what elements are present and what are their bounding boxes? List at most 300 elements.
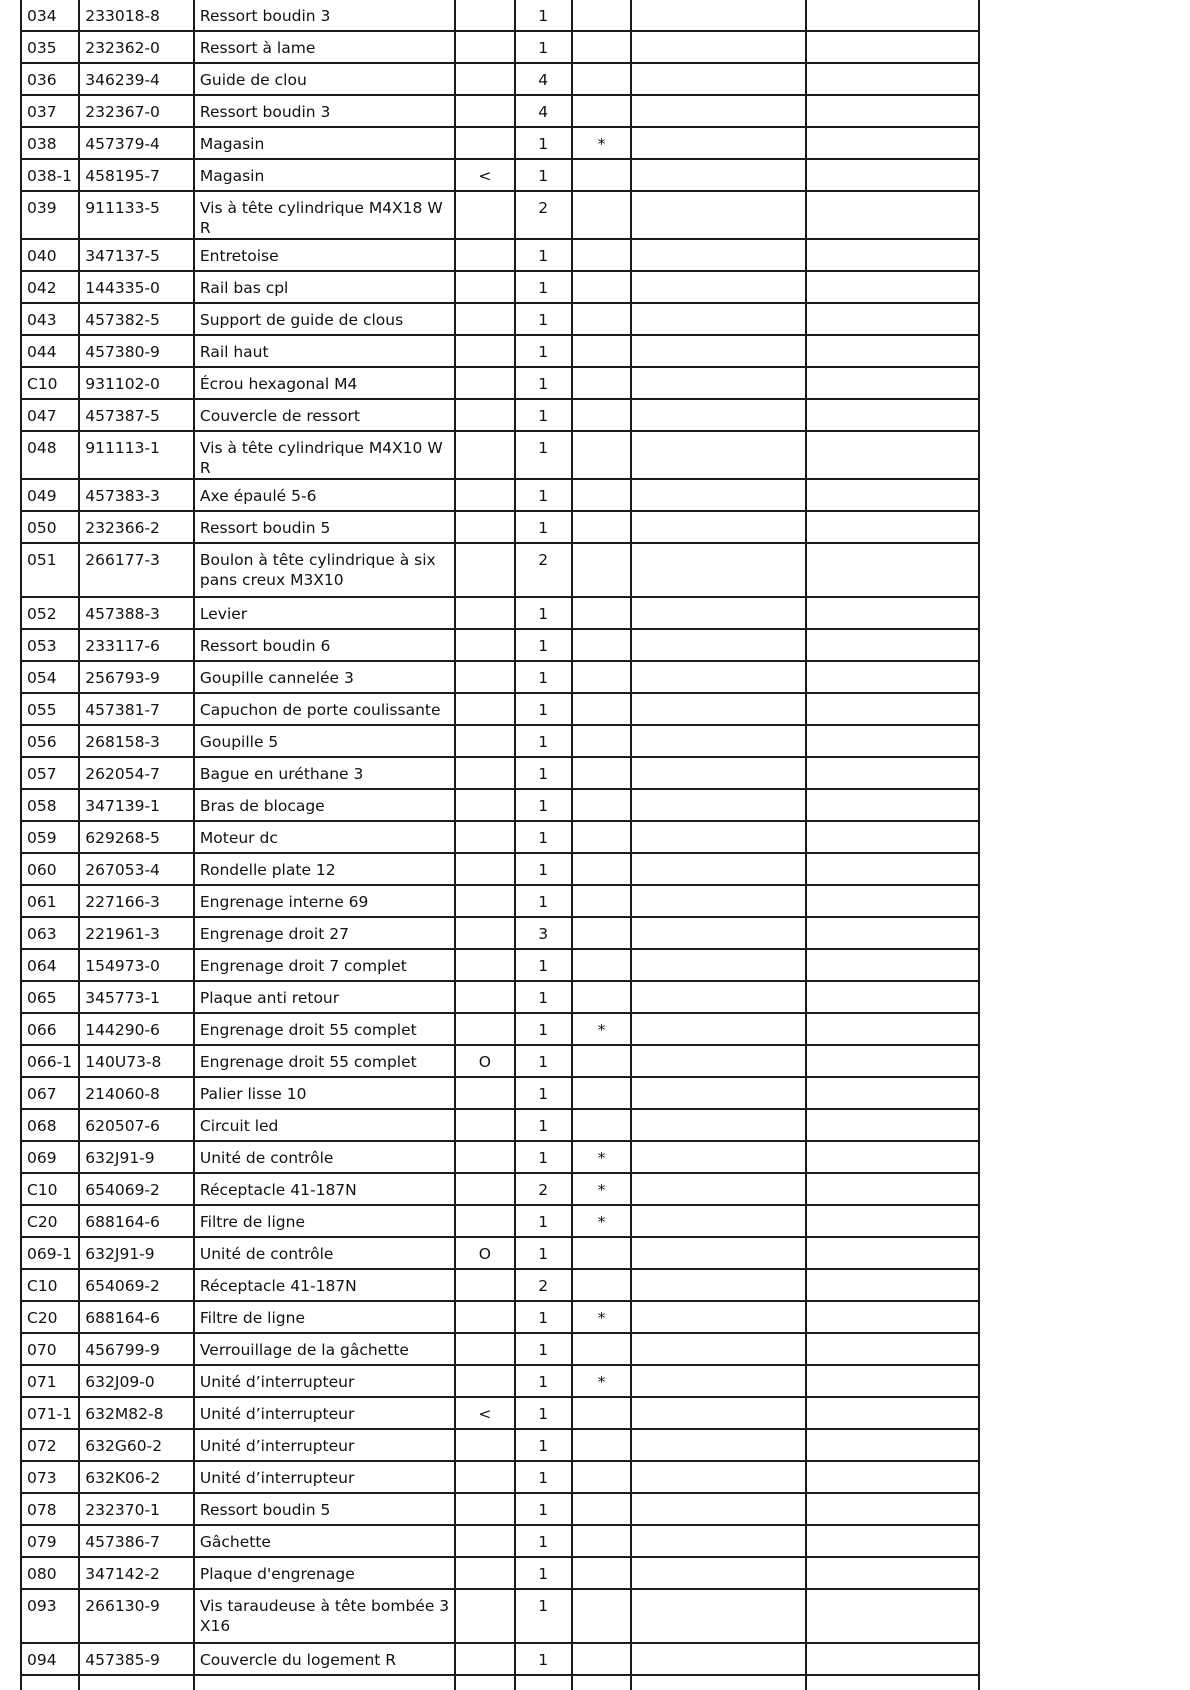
quantity-cell: 1 (515, 1205, 572, 1237)
table-row (21, 127, 979, 159)
item-number-cell: 059 (21, 821, 79, 853)
note-mark-cell (572, 1269, 631, 1301)
part-description-cell: Vis à tête cylindrique M4X18 WR (194, 191, 455, 239)
quantity-cell: 1 (515, 1429, 572, 1461)
extra-cell (806, 789, 979, 821)
remarks-cell (631, 159, 806, 191)
remarks-cell (631, 543, 806, 597)
change-flag-cell (455, 335, 514, 367)
item-number-cell: 037 (21, 95, 79, 127)
table-row (21, 1493, 979, 1525)
change-flag-cell (455, 981, 514, 1013)
part-reference-cell: 632M82-8 (79, 1397, 194, 1429)
change-flag-cell (455, 31, 514, 63)
part-description-cell: Ressort boudin 5 (194, 511, 455, 543)
item-number-cell: 072 (21, 1429, 79, 1461)
note-mark-cell (572, 693, 631, 725)
note-mark-cell (572, 63, 631, 95)
extra-cell (806, 191, 979, 239)
extra-cell (806, 1557, 979, 1589)
change-flag-cell (455, 1429, 514, 1461)
change-flag-cell (455, 917, 514, 949)
part-reference-cell: 457385-9 (79, 1643, 194, 1675)
extra-cell (806, 981, 979, 1013)
remarks-cell (631, 1461, 806, 1493)
note-mark-cell (572, 1643, 631, 1675)
note-mark-cell (572, 885, 631, 917)
quantity-cell: 1 (515, 1643, 572, 1675)
part-reference-cell: 144290-6 (79, 1013, 194, 1045)
part-description-cell: Bague en uréthane 3 (194, 757, 455, 789)
item-number-cell: 039 (21, 191, 79, 239)
extra-cell (806, 597, 979, 629)
quantity-cell: 1 (515, 597, 572, 629)
part-description-cell: Rail bas cpl (194, 271, 455, 303)
part-description-cell: Engrenage interne 69 (194, 885, 455, 917)
quantity-cell: 1 (515, 1397, 572, 1429)
note-mark-cell (572, 1589, 631, 1643)
quantity-cell: 1 (515, 1141, 572, 1173)
table-row (21, 1173, 979, 1205)
change-flag-cell (455, 1141, 514, 1173)
change-flag-cell: O (455, 1237, 514, 1269)
table-row (21, 629, 979, 661)
note-mark-cell (572, 1237, 631, 1269)
item-number-cell: 035 (21, 31, 79, 63)
part-reference-cell: 232362-0 (79, 31, 194, 63)
part-reference-cell: 347142-2 (79, 1557, 194, 1589)
part-reference-cell: 456799-9 (79, 1333, 194, 1365)
quantity-cell: 1 (515, 1013, 572, 1045)
table-row (21, 1643, 979, 1675)
table-row (21, 431, 979, 479)
part-description-cell: Unité d’interrupteur (194, 1365, 455, 1397)
extra-cell (806, 885, 979, 917)
part-description-cell: Axe épaulé 5-6 (194, 479, 455, 511)
item-number-cell: 052 (21, 597, 79, 629)
part-description-cell: Filtre de ligne (194, 1301, 455, 1333)
table-row (21, 1589, 979, 1643)
remarks-cell (631, 949, 806, 981)
part-description-cell: Verrouillage de la gâchette (194, 1333, 455, 1365)
item-number-cell: 080 (21, 1557, 79, 1589)
extra-cell (806, 1365, 979, 1397)
remarks-cell (631, 1301, 806, 1333)
table-row (21, 271, 979, 303)
extra-cell (806, 0, 979, 31)
part-reference-cell: 268158-3 (79, 725, 194, 757)
note-mark-cell: * (572, 127, 631, 159)
extra-cell (806, 543, 979, 597)
part-reference-cell: 632K06-2 (79, 1461, 194, 1493)
part-reference-cell: 214060-8 (79, 1077, 194, 1109)
note-mark-cell (572, 367, 631, 399)
item-number-cell: C20 (21, 1301, 79, 1333)
quantity-cell: 1 (515, 981, 572, 1013)
part-reference-cell: 457386-7 (79, 1525, 194, 1557)
quantity-cell: 4 (515, 95, 572, 127)
quantity-cell: 1 (515, 725, 572, 757)
extra-cell (806, 127, 979, 159)
extra-cell (806, 1589, 979, 1643)
change-flag-cell (455, 1205, 514, 1237)
item-number-cell: 042 (21, 271, 79, 303)
part-reference-cell: 457381-7 (79, 693, 194, 725)
remarks-cell (631, 1365, 806, 1397)
extra-cell (806, 1141, 979, 1173)
table-row (21, 1141, 979, 1173)
change-flag-cell (455, 1013, 514, 1045)
remarks-cell (631, 431, 806, 479)
table-row (21, 1397, 979, 1429)
part-reference-cell: 629268-5 (79, 821, 194, 853)
extra-cell (806, 821, 979, 853)
table-row (21, 853, 979, 885)
change-flag-cell: < (455, 1397, 514, 1429)
part-description-cell: Levier (194, 597, 455, 629)
table-row (21, 1557, 979, 1589)
quantity-cell: 1 (515, 789, 572, 821)
item-number-cell: 051 (21, 543, 79, 597)
quantity-cell: 1 (515, 1237, 572, 1269)
part-description-cell: Vis à tête cylindrique M4X10 WR (194, 431, 455, 479)
part-reference-cell: 458195-7 (79, 159, 194, 191)
extra-cell (806, 1301, 979, 1333)
extra-cell (806, 725, 979, 757)
remarks-cell (631, 1269, 806, 1301)
change-flag-cell (455, 95, 514, 127)
change-flag-cell (455, 0, 514, 31)
quantity-cell: 1 (515, 885, 572, 917)
extra-cell (806, 239, 979, 271)
note-mark-cell (572, 159, 631, 191)
part-description-cell: Ressort boudin 3 (194, 0, 455, 31)
part-reference-cell: 140U73-8 (79, 1045, 194, 1077)
quantity-cell: 1 (515, 1589, 572, 1643)
note-mark-cell (572, 479, 631, 511)
extra-cell (806, 95, 979, 127)
part-description-cell: Ressort boudin 5 (194, 1493, 455, 1525)
note-mark-cell (572, 661, 631, 693)
item-number-cell: 071 (21, 1365, 79, 1397)
table-row (21, 1237, 979, 1269)
note-mark-cell (572, 1493, 631, 1525)
note-mark-cell (572, 31, 631, 63)
remarks-cell (631, 1397, 806, 1429)
item-number-cell: C10 (21, 367, 79, 399)
quantity-cell: 1 (515, 511, 572, 543)
change-flag-cell (455, 1365, 514, 1397)
remarks-cell (631, 1013, 806, 1045)
part-description-cell: Rail haut (194, 335, 455, 367)
part-reference-cell: 911133-5 (79, 191, 194, 239)
part-reference-cell: 266177-3 (79, 543, 194, 597)
note-mark-cell (572, 821, 631, 853)
part-description-cell: Ressort à lame (194, 31, 455, 63)
table-row (21, 661, 979, 693)
item-number-cell: 058 (21, 789, 79, 821)
change-flag-cell (455, 853, 514, 885)
note-mark-cell: * (572, 1013, 631, 1045)
change-flag-cell (455, 949, 514, 981)
change-flag-cell: < (455, 159, 514, 191)
change-flag-cell (455, 1109, 514, 1141)
change-flag-cell (455, 597, 514, 629)
extra-cell (806, 1269, 979, 1301)
part-reference-cell: 688164-6 (79, 1205, 194, 1237)
quantity-cell: 1 (515, 303, 572, 335)
item-number-cell: 043 (21, 303, 79, 335)
item-number-cell: 078 (21, 1493, 79, 1525)
change-flag-cell (455, 757, 514, 789)
part-description-cell: Unité d’interrupteur (194, 1461, 455, 1493)
table-row (21, 1301, 979, 1333)
part-description-cell: Filtre de ligne (194, 1205, 455, 1237)
remarks-cell (631, 511, 806, 543)
remarks-cell (631, 335, 806, 367)
extra-cell (806, 1429, 979, 1461)
change-flag-cell (455, 661, 514, 693)
part-reference-cell: 457380-9 (79, 335, 194, 367)
part-reference-cell: 227166-3 (79, 885, 194, 917)
change-flag-cell: O (455, 1045, 514, 1077)
quantity-cell: 2 (515, 543, 572, 597)
extra-cell (806, 693, 979, 725)
quantity-cell: 1 (515, 949, 572, 981)
quantity-cell: 2 (515, 1173, 572, 1205)
part-reference-cell: 347139-1 (79, 789, 194, 821)
part-description-cell: Couvercle de ressort (194, 399, 455, 431)
table-row (21, 303, 979, 335)
part-reference-cell: 457388-3 (79, 597, 194, 629)
table-row (21, 1077, 979, 1109)
item-number-cell: 066-1 (21, 1045, 79, 1077)
table-row (21, 0, 979, 31)
extra-cell (806, 63, 979, 95)
change-flag-cell (455, 693, 514, 725)
part-description-cell: Gâchette (194, 1525, 455, 1557)
item-number-cell: 067 (21, 1077, 79, 1109)
table-row (21, 511, 979, 543)
note-mark-cell (572, 629, 631, 661)
extra-cell (806, 303, 979, 335)
part-reference-cell: 154973-0 (79, 949, 194, 981)
part-reference-cell: 620507-6 (79, 1109, 194, 1141)
item-number-cell: C10 (21, 1173, 79, 1205)
extra-cell (806, 917, 979, 949)
part-description-cell: Magasin (194, 127, 455, 159)
quantity-cell: 1 (515, 1045, 572, 1077)
quantity-cell: 1 (515, 1525, 572, 1557)
remarks-cell (631, 725, 806, 757)
item-number-cell: 068 (21, 1109, 79, 1141)
table-row (21, 159, 979, 191)
note-mark-cell: * (572, 1173, 631, 1205)
quantity-cell: 1 (515, 757, 572, 789)
remarks-cell (631, 95, 806, 127)
change-flag-cell (455, 1077, 514, 1109)
item-number-cell: 038-1 (21, 159, 79, 191)
remarks-cell (631, 1333, 806, 1365)
remarks-cell (631, 0, 806, 31)
table-row (21, 789, 979, 821)
part-reference-cell: 654069-2 (79, 1269, 194, 1301)
remarks-cell (631, 1525, 806, 1557)
remarks-cell (631, 661, 806, 693)
quantity-cell: 1 (515, 1557, 572, 1589)
quantity-cell: 1 (515, 1077, 572, 1109)
extra-cell (806, 271, 979, 303)
part-description-cell: Plaque d'engrenage (194, 1557, 455, 1589)
quantity-cell: 1 (515, 1333, 572, 1365)
remarks-cell (631, 31, 806, 63)
part-description-cell: Unité d’interrupteur (194, 1397, 455, 1429)
remarks-cell (631, 757, 806, 789)
remarks-cell (631, 1493, 806, 1525)
change-flag-cell (455, 1269, 514, 1301)
table-row (21, 31, 979, 63)
table-row (21, 725, 979, 757)
change-flag-cell (455, 1333, 514, 1365)
remarks-cell (631, 1077, 806, 1109)
quantity-cell: 1 (515, 367, 572, 399)
quantity-cell: 1 (515, 1109, 572, 1141)
part-description-cell: Ressort boudin 6 (194, 629, 455, 661)
change-flag-cell (455, 431, 514, 479)
remarks-cell (631, 271, 806, 303)
remarks-cell (631, 821, 806, 853)
remarks-cell (631, 693, 806, 725)
change-flag-cell (455, 821, 514, 853)
table-row (21, 1045, 979, 1077)
table-row (21, 757, 979, 789)
table-row (21, 1429, 979, 1461)
remarks-cell (631, 789, 806, 821)
note-mark-cell (572, 1109, 631, 1141)
table-row (21, 981, 979, 1013)
note-mark-cell (572, 725, 631, 757)
note-mark-cell: * (572, 1205, 631, 1237)
quantity-cell: 1 (515, 1461, 572, 1493)
quantity-cell: 1 (515, 0, 572, 31)
part-reference-cell: 457382-5 (79, 303, 194, 335)
note-mark-cell (572, 1525, 631, 1557)
part-reference-cell: 911113-1 (79, 431, 194, 479)
item-number-cell: 034 (21, 0, 79, 31)
part-description-cell: Palier lisse 10 (194, 1077, 455, 1109)
item-number-cell: 063 (21, 917, 79, 949)
note-mark-cell: * (572, 1365, 631, 1397)
item-number-cell: 055 (21, 693, 79, 725)
part-description-cell: Unité de contrôle (194, 1237, 455, 1269)
item-number-cell: 071-1 (21, 1397, 79, 1429)
change-flag-cell (455, 1301, 514, 1333)
note-mark-cell (572, 399, 631, 431)
part-reference-cell: 232366-2 (79, 511, 194, 543)
table-row (21, 917, 979, 949)
table-row (21, 885, 979, 917)
part-description-cell: Écrou hexagonal M4 (194, 367, 455, 399)
item-number-cell: 060 (21, 853, 79, 885)
part-description-cell: Boulon à tête cylindrique à six pans creux M3X10 (194, 543, 455, 597)
part-description-cell: Entretoise (194, 239, 455, 271)
change-flag-cell (455, 1461, 514, 1493)
quantity-cell: 1 (515, 629, 572, 661)
item-number-cell: 050 (21, 511, 79, 543)
quantity-cell: 1 (515, 159, 572, 191)
change-flag-cell (455, 127, 514, 159)
part-reference-cell: 347137-5 (79, 239, 194, 271)
remarks-cell (631, 303, 806, 335)
remarks-cell (631, 367, 806, 399)
table-row (21, 1205, 979, 1237)
part-reference-cell: 688164-6 (79, 1301, 194, 1333)
extra-cell (806, 1013, 979, 1045)
remarks-cell (631, 1557, 806, 1589)
note-mark-cell (572, 431, 631, 479)
extra-cell (806, 1109, 979, 1141)
part-description-cell: Rondelle plate 12 (194, 853, 455, 885)
change-flag-cell (455, 399, 514, 431)
part-reference-cell: 346239-4 (79, 63, 194, 95)
remarks-cell (631, 885, 806, 917)
item-number-cell: C10 (21, 1269, 79, 1301)
part-reference-cell: 221961-3 (79, 917, 194, 949)
part-description-cell: Couvercle du logement R (194, 1643, 455, 1675)
item-number-cell: 038 (21, 127, 79, 159)
extra-cell (806, 1333, 979, 1365)
part-description-cell: Moteur dc (194, 821, 455, 853)
extra-cell (806, 949, 979, 981)
item-number-cell: 054 (21, 661, 79, 693)
change-flag-cell (455, 885, 514, 917)
note-mark-cell (572, 1557, 631, 1589)
note-mark-cell (572, 1333, 631, 1365)
remarks-cell (631, 399, 806, 431)
extra-cell (806, 1045, 979, 1077)
quantity-cell: 2 (515, 191, 572, 239)
part-reference-cell: 457379-4 (79, 127, 194, 159)
item-number-cell: 093 (21, 1589, 79, 1643)
part-reference-cell: 632J09-0 (79, 1365, 194, 1397)
part-reference-cell: 233117-6 (79, 629, 194, 661)
extra-cell (806, 757, 979, 789)
quantity-cell: 1 (515, 399, 572, 431)
item-number-cell: 040 (21, 239, 79, 271)
note-mark-cell (572, 1397, 631, 1429)
change-flag-cell (455, 479, 514, 511)
change-flag-cell (455, 725, 514, 757)
change-flag-cell (455, 303, 514, 335)
note-mark-cell (572, 271, 631, 303)
quantity-cell: 1 (515, 239, 572, 271)
quantity-cell: 1 (515, 1301, 572, 1333)
note-mark-cell (572, 757, 631, 789)
item-number-cell: 079 (21, 1525, 79, 1557)
remarks-cell (631, 1045, 806, 1077)
parts-table (20, 0, 980, 1690)
extra-cell (806, 629, 979, 661)
item-number-cell: 049 (21, 479, 79, 511)
part-reference-cell: 632G60-2 (79, 1429, 194, 1461)
quantity-cell: 2 (515, 1269, 572, 1301)
extra-cell (806, 1493, 979, 1525)
quantity-cell: 1 (515, 271, 572, 303)
part-description-cell: Capuchon de porte coulissante (194, 693, 455, 725)
item-number-cell: 069-1 (21, 1237, 79, 1269)
part-description-cell: Ressort boudin 3 (194, 95, 455, 127)
part-reference-cell: 931102-0 (79, 367, 194, 399)
